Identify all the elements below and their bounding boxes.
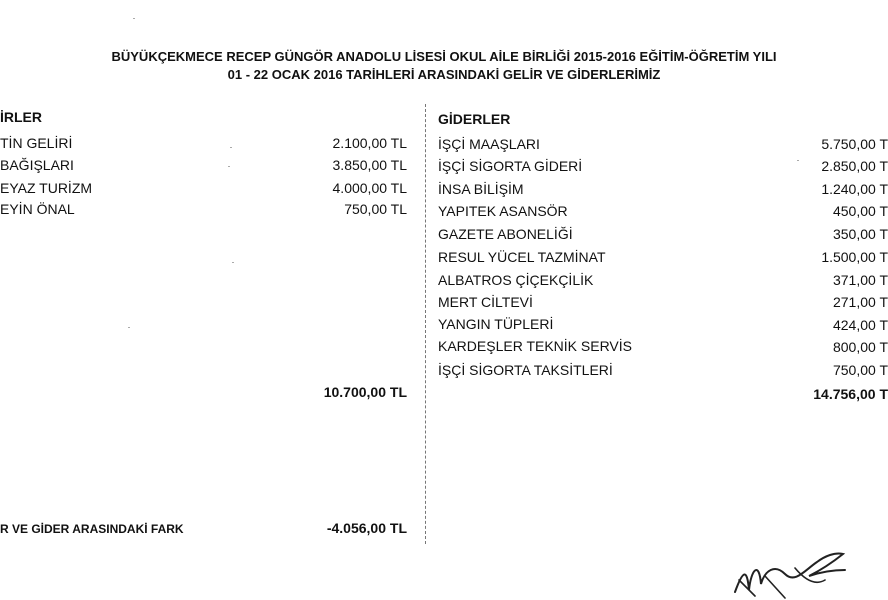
signature-mark [725, 540, 855, 600]
expense-item-amount: 271,00 T [832, 294, 888, 310]
expense-item-label: MERT CİLTEVİ [438, 294, 533, 310]
income-item-amount: 4.000,00 TL [332, 180, 407, 196]
income-heading: İRLER [0, 109, 42, 125]
income-item-label: TİN GELİRİ [0, 135, 73, 151]
scan-speck [797, 160, 799, 161]
document-title: BÜYÜKÇEKMECE RECEP GÜNGÖR ANADOLU LİSESİ OKUL AİLE BİRLİĞİ 2015-2016 EĞİTİM-ÖĞRETİM YILI [111, 49, 777, 64]
document-subtitle: 01 - 22 OCAK 2016 TARİHLERİ ARASINDAKİ GELİR VE GİDERLERİMİZ [227, 67, 661, 82]
expense-item-amount: 1.500,00 T [821, 249, 888, 265]
expense-item-amount: 371,00 T [832, 272, 888, 288]
income-item-amount: 2.100,00 TL [332, 135, 407, 151]
income-item-label: BAĞIŞLARI [0, 157, 74, 173]
expense-item-label: İŞÇİ SİGORTA TAKSİTLERİ [438, 362, 613, 378]
scan-speck [128, 327, 130, 328]
expense-item-amount: 5.750,00 T [821, 136, 888, 152]
difference-amount: -4.056,00 TL [326, 520, 407, 536]
expense-item-label: İNSA BİLİŞİM [438, 181, 524, 197]
expense-item-label: ALBATROS ÇİÇEKÇİLİK [438, 272, 594, 288]
expense-heading: GİDERLER [438, 111, 511, 127]
expense-item-label: İŞÇİ MAAŞLARI [438, 136, 540, 152]
expense-item-label: YAPITEK ASANSÖR [438, 203, 568, 219]
expense-item-amount: 450,00 T [832, 203, 888, 219]
expense-item-label: GAZETE ABONELİĞİ [438, 226, 573, 242]
expense-item-label: KARDEŞLER TEKNİK SERVİS [438, 338, 632, 354]
difference-label: R VE GİDER ARASINDAKİ FARK [0, 522, 184, 536]
expense-item-amount: 1.240,00 T [821, 181, 888, 197]
income-item-amount: 3.850,00 TL [332, 157, 407, 173]
income-item-label: EYİN ÖNAL [0, 201, 75, 217]
income-item-amount: 750,00 TL [344, 201, 407, 217]
income-total: 10.700,00 TL [323, 384, 407, 400]
expense-item-amount: 424,00 T [832, 317, 888, 333]
expense-item-amount: 350,00 T [832, 226, 888, 242]
income-item-label: EYAZ TURİZM [0, 180, 93, 196]
expense-item-amount: 750,00 T [832, 362, 888, 378]
column-divider [425, 104, 427, 544]
expense-total: 14.756,00 T [813, 386, 888, 402]
scan-speck [232, 262, 234, 263]
expense-item-label: İŞÇİ SİGORTA GİDERİ [438, 158, 583, 174]
scan-speck [133, 18, 135, 19]
expense-item-label: RESUL YÜCEL TAZMİNAT [438, 249, 606, 265]
expense-item-amount: 800,00 T [832, 339, 888, 355]
expense-item-amount: 2.850,00 T [821, 158, 888, 174]
scan-speck [230, 147, 232, 148]
scan-speck [228, 166, 230, 167]
expense-item-label: YANGIN TÜPLERİ [438, 316, 554, 332]
